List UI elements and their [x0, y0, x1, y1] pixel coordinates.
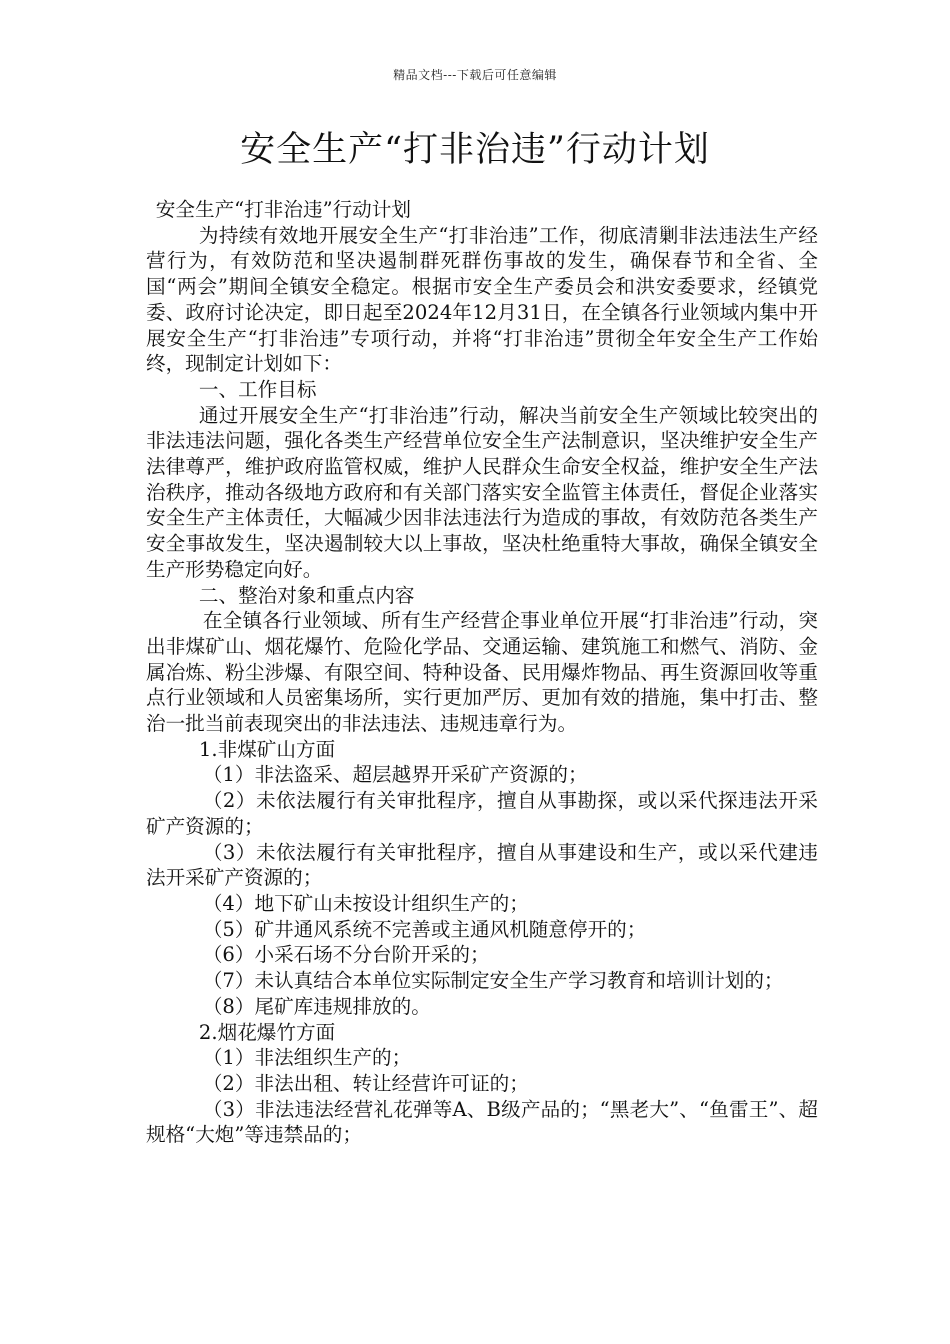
section-heading-targets: 二、整治对象和重点内容 — [198, 583, 415, 607]
document-body — [146, 197, 818, 1148]
list-item: （8）尾矿库违规排放的。 — [202, 994, 431, 1018]
list-item: （1）非法盗采、超层越界开采矿产资源的； — [202, 763, 588, 787]
list-item: （6）小采石场不分台阶开采的； — [202, 943, 490, 967]
header-note: 精品文档---下载后可任意编辑 — [393, 68, 557, 82]
list-item: （4）地下矿山未按设计组织生产的； — [202, 891, 529, 915]
intro-paragraph: 为持续有效地开展安全生产“打非治违”工作，彻底清剿非法违法生产经营行为，有效防范和坚决遏制群死群伤事故的发生，确保春节和全省、全国“两会”期间全镇安全稳定。根据市安全生产委员会和洪安委要求，经镇党委、政府讨论决定，即日起至2024年12月31日，在全镇各行业领域内集中开展安全生产“打非治违”专项行动，并将“打非治违”贯彻全年安全生产工作始终，现制定计划如下： — [146, 223, 818, 376]
list-item: （3）未依法履行有关审批程序，擅自从事建设和生产，或以采代建违法开采矿产资源的； — [146, 840, 818, 890]
section-heading-goal: 一、工作目标 — [198, 377, 317, 401]
subsection-heading-fireworks: 2.烟花爆竹方面 — [198, 1020, 336, 1044]
list-item: （2）非法出租、转让经营许可证的； — [202, 1071, 529, 1095]
list-item: （2）未依法履行有关审批程序，擅自从事勘探，或以采代探违法开采矿产资源的； — [146, 789, 818, 838]
goal-paragraph: 通过开展安全生产“打非治违”行动，解决当前安全生产领域比较突出的非法违法问题，强化各类生产经营单位安全生产法制意识，坚决维护安全生产法律尊严，维护政府监管权威，维护人民群众生命安全权益，维护安全生产法治秩序，推动各级地方政府和有关部门落实安全监管主体责任，督促企业落实安全生产主体责任，大幅减少因非法违法行为造成的事故，有效防范各类生产安全事故发生，坚决遏制较大以上事故，坚决杜绝重特大事故，确保全镇安全生产形势稳定向好。 — [146, 403, 818, 581]
list-item: （3）非法违法经营礼花弹等A、B级产品的；“黑老大”、“鱼雷王”、超规格“大炮”等违禁品的； — [146, 1097, 818, 1147]
list-item: （7）未认真结合本单位实际制定安全生产学习教育和培训计划的； — [202, 969, 784, 993]
page-title: 安全生产“打非治违”行动计划 — [240, 130, 710, 170]
list-item: （5）矿井通风系统不完善或主通风机随意停开的； — [202, 917, 647, 941]
subsection-heading-mining: 1.非煤矿山方面 — [198, 737, 336, 761]
targets-paragraph: 在全镇各行业领域、所有生产经营企事业单位开展“打非治违”行动，突出非煤矿山、烟花爆竹、危险化学品、交通运输、建筑施工和燃气、消防、金属冶炼、粉尘涉爆、有限空间、特种设备、民用爆炸物品、再生资源回收等重点行业领域和人员密集场所，实行更加严厉、更加有效的措施，集中打击、整治一批当前表现突出的非法违法、违规违章行为。 — [146, 609, 818, 736]
list-item: （1）非法组织生产的； — [202, 1046, 412, 1070]
subtitle-paragraph: 安全生产“打非治违”行动计划 — [155, 198, 411, 221]
